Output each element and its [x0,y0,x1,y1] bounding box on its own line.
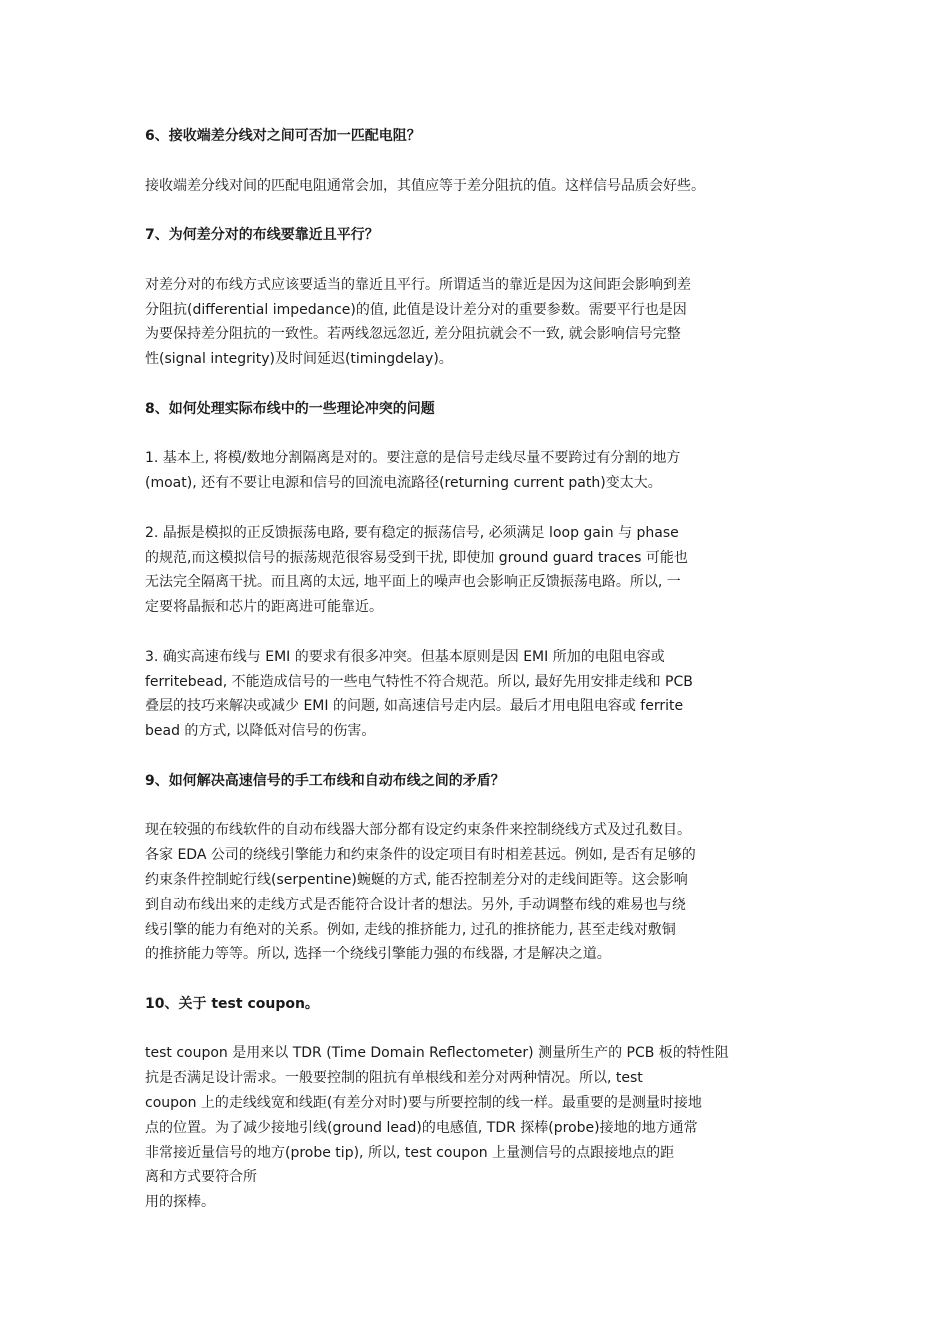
text-line: 非常接近量信号的地方(probe tip), 所以, test coupon 上量测信号的点跟接地点的距 [145,1144,675,1161]
paragraph [145,521,813,620]
paragraph [145,446,813,496]
text-line: (moat), 还有不要让电源和信号的回流电流路径(returning current path)变太大。 [145,475,662,492]
paragraph [145,645,813,744]
text-line: 1. 基本上, 将模/数地分割隔离是对的。要注意的是信号走线尽量不要跨过有分割的地方 [145,450,681,467]
text-line: 无法完全隔离干扰。而且离的太远, 地平面上的噪声也会影响正反馈振荡电路。所以, 一 [145,574,681,591]
text-line: bead 的方式, 以降低对信号的伤害。 [145,723,376,740]
text-line: 用的探棒。 [145,1194,215,1211]
text-line: test coupon 是用来以 TDR (Time Domain Reflectometer) 测量所生产的 PCB 板的特性阻 [145,1045,729,1062]
text-line: 到自动布线出来的走线方式是否能符合设计者的想法。另外, 手动调整布线的难易也与绕 [145,896,686,913]
section-10 [145,992,813,1215]
text-line: 的规范,而这模拟信号的振荡规范很容易受到干扰, 即使加 ground guard traces 可能也 [145,549,688,566]
text-line: 现在较强的布线软件的自动布线器大部分都有设定约束条件来控制绕线方式及过孔数目。 [145,822,691,839]
text-line: 各家 EDA 公司的绕线引擎能力和约束条件的设定项目有时相差甚远。例如, 是否有足够的 [145,847,696,864]
section-heading: 9、如何解决高速信号的手工布线和自动布线之间的矛盾？ [145,772,505,789]
section-8 [145,397,813,769]
text-line: 3. 确实高速布线与 EMI 的要求有很多冲突。但基本原则是因 EMI 所加的电阻电容或 [145,648,665,665]
text-line: 叠层的技巧来解决或减少 EMI 的问题, 如高速信号走内层。最后才用电阻电容或 ferrite [145,698,684,715]
section-7 [145,223,813,397]
text-line: 的推挤能力等等。所以, 选择一个绕线引擎能力强的布线器, 才是解决之道。 [145,946,611,963]
text-line: ferritebead, 不能造成信号的一些电气特性不符合规范。所以, 最好先用安排走线和 PCB [145,673,693,690]
section-9 [145,769,813,992]
paragraph [145,818,813,967]
text-line: 对差分对的布线方式应该要适当的靠近且平行。所谓适当的靠近是因为这间距会影响到差 [145,276,691,293]
text-line: 约束条件控制蛇行线(serpentine)蜿蜒的方式, 能否控制差分对的走线间距等。这会影响 [145,871,688,888]
text-line: 为要保持差分阻抗的一致性。若两线忽远忽近, 差分阻抗就会不一致, 就会影响信号完整 [145,326,681,343]
text-line: 线引擎的能力有绝对的关系。例如, 走线的推挤能力, 过孔的推挤能力, 甚至走线对敷铜 [145,921,676,938]
section-heading: 10、关于 test coupon。 [145,995,319,1012]
section-heading: 6、接收端差分线对之间可否加一匹配电阻？ [145,128,421,144]
document-body [145,124,813,1215]
text-line: 抗是否满足设计需求。一般要控制的阻抗有单根线和差分对两种情况。所以, test [145,1070,643,1087]
paragraph [145,1041,813,1215]
section-heading: 8、如何处理实际布线中的一些理论冲突的问题 [145,400,435,417]
text-line: 性(signal integrity)及时间延迟(timingdelay)。 [145,351,453,368]
paragraph [145,273,813,372]
text-line: 离和方式要符合所 [145,1169,257,1186]
text-line: 接收端差分线对间的匹配电阻通常会加，其值应等于差分阻抗的值。这样信号品质会好些。 [145,177,705,194]
paragraph [145,174,813,199]
text-line: 点的位置。为了减少接地引线(ground lead)的电感值, TDR 探棒(probe)接地的地方通常 [145,1119,698,1136]
section-6 [145,124,813,223]
text-line: 定要将晶振和芯片的距离进可能靠近。 [145,599,383,616]
text-line: 2. 晶振是模拟的正反馈振荡电路, 要有稳定的振荡信号, 必须满足 loop gain 与 phase [145,524,679,541]
text-line: coupon 上的走线线宽和线距(有差分对时)要与所要控制的线一样。最重要的是测量时接地 [145,1095,702,1112]
section-heading: 7、为何差分对的布线要靠近且平行？ [145,227,379,244]
text-line: 分阻抗(differential impedance)的值, 此值是设计差分对的重要参数。需要平行也是因 [145,301,687,318]
